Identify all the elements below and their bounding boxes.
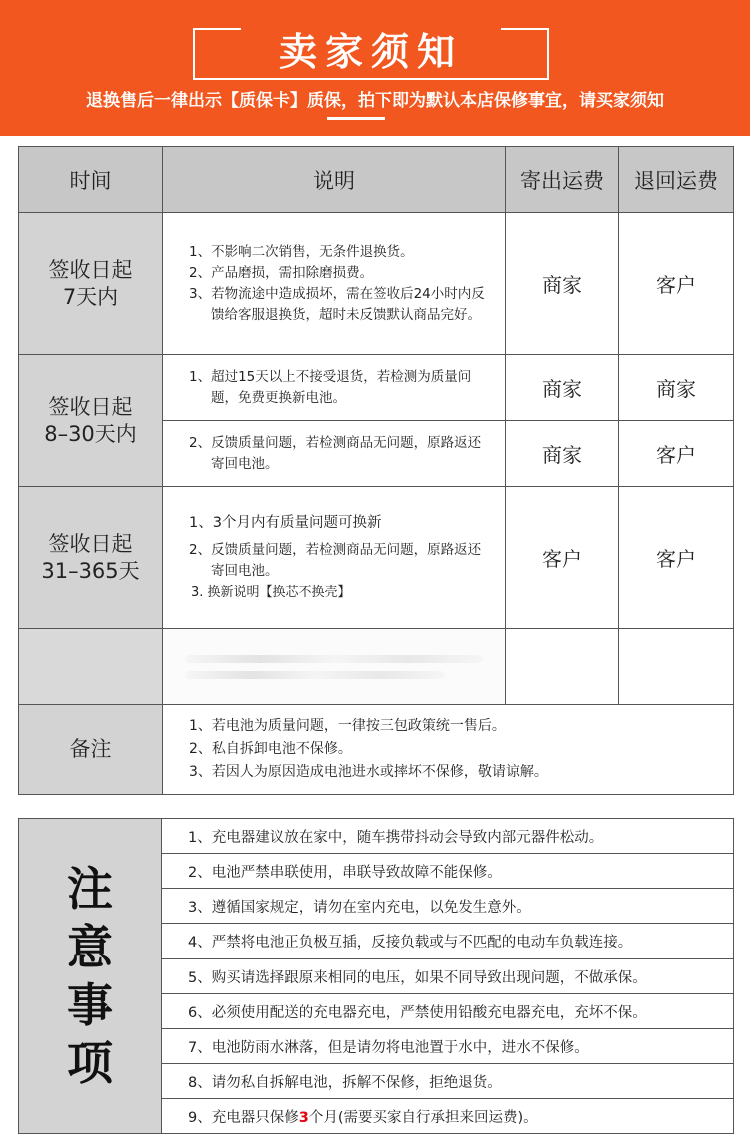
list-item: 3、若因人为原因造成电池进水或摔坏不保修，敬请谅解。 xyxy=(189,764,548,780)
list-item: 2、产品磨损，需扣除磨损费。 xyxy=(189,264,374,281)
header-banner xyxy=(0,0,750,136)
highlight-number: 3 xyxy=(298,1109,309,1126)
period-line: 签收日起 xyxy=(48,394,133,419)
period-cell xyxy=(19,213,163,355)
table-header-row xyxy=(19,147,734,213)
list-item: 1、超过15天以上不接受退货，若检测为质量问题，免费更换新电池。 xyxy=(189,368,472,406)
list-item: 3、若物流途中造成损坏，需在签收后24小时内反馈给客服退换货，超时未反馈默认商品完好。 xyxy=(189,285,485,323)
send-fee-cell: 商家 xyxy=(506,213,619,355)
return-fee-cell: 商家 xyxy=(619,355,734,421)
label-char: 意 xyxy=(67,920,113,974)
caution-text: 9、充电器只保修 xyxy=(188,1109,299,1126)
list-item: 3. 换新说明【换芯不换壳】 xyxy=(191,584,351,600)
label-char: 项 xyxy=(67,1036,113,1090)
header-time: 时间 xyxy=(19,147,163,213)
send-fee-cell: 商家 xyxy=(506,355,619,421)
header-send-fee: 寄出运费 xyxy=(506,147,619,213)
header-return-fee: 退回运费 xyxy=(619,147,734,213)
label-char: 事 xyxy=(67,978,113,1032)
description-cell xyxy=(163,487,506,629)
cautions-table xyxy=(18,818,734,1134)
caution-item: 4、严禁将电池正负极互插，反接负载或与不匹配的电动车负载连接。 xyxy=(162,924,734,959)
subtitle-underline xyxy=(327,117,385,120)
table-row xyxy=(19,819,734,854)
list-item: 1、3个月内有质量问题可换新 xyxy=(189,514,382,531)
list-item: 2、私自拆卸电池不保修。 xyxy=(189,741,352,757)
caution-item: 7、电池防雨水淋落，但是请勿将电池置于水中，进水不保修。 xyxy=(162,1029,734,1064)
period-cell xyxy=(19,487,163,629)
notes-cell xyxy=(163,705,734,795)
list-item: 1、不影响二次销售，无条件退换货。 xyxy=(189,243,414,260)
return-policy-table xyxy=(18,146,734,795)
blurred-text xyxy=(185,655,483,663)
return-fee-cell: 客户 xyxy=(619,487,734,629)
return-fee-cell: 客户 xyxy=(619,421,734,487)
page-title: 卖家须知 xyxy=(278,30,463,74)
blurred-cell xyxy=(163,629,506,705)
description-cell xyxy=(163,213,506,355)
period-line: 签收日起 xyxy=(48,257,133,282)
blurred-cell xyxy=(506,629,619,705)
return-fee-cell: 客户 xyxy=(619,213,734,355)
period-line: 7天内 xyxy=(62,284,119,309)
period-line: 8–30天内 xyxy=(44,421,137,446)
label-char: 注 xyxy=(67,862,113,916)
send-fee-cell: 客户 xyxy=(506,487,619,629)
description-cell xyxy=(163,355,506,421)
caution-item: 3、遵循国家规定，请勿在室内充电，以免发生意外。 xyxy=(162,889,734,924)
header-description: 说明 xyxy=(163,147,506,213)
caution-item: 5、购买请选择跟原来相同的电压，如果不同导致出现问题，不做承保。 xyxy=(162,959,734,994)
caution-text: 个月(需要买家自行承担来回运费)。 xyxy=(308,1109,538,1126)
notes-row xyxy=(19,705,734,795)
header-subtitle: 退换售后一律出示【质保卡】质保，拍下即为默认本店保修事宜，请买家须知 xyxy=(86,91,664,111)
period-line: 签收日起 xyxy=(48,531,133,556)
period-line: 31–365天 xyxy=(41,558,140,583)
list-item: 2、反馈质量问题，若检测商品无问题，原路返还寄回电池。 xyxy=(189,434,482,472)
table-row xyxy=(19,213,734,355)
table-row xyxy=(19,487,734,629)
caution-item: 1、充电器建议放在家中，随车携带抖动会导致内部元器件松动。 xyxy=(162,819,734,854)
blurred-cell xyxy=(619,629,734,705)
cautions-label xyxy=(19,819,162,1134)
caution-item xyxy=(162,1099,734,1134)
table-row-blurred xyxy=(19,629,734,705)
table-row xyxy=(19,355,734,421)
list-item: 1、若电池为质量问题，一律按三包政策统一售后。 xyxy=(189,718,506,734)
notes-label: 备注 xyxy=(19,705,163,795)
send-fee-cell: 商家 xyxy=(506,421,619,487)
caution-item: 8、请勿私自拆解电池，拆解不保修，拒绝退货。 xyxy=(162,1064,734,1099)
caution-item: 2、电池严禁串联使用，串联导致故障不能保修。 xyxy=(162,854,734,889)
period-cell xyxy=(19,355,163,487)
blurred-cell xyxy=(19,629,163,705)
caution-item: 6、必须使用配送的充电器充电，严禁使用铅酸充电器充电，充坏不保。 xyxy=(162,994,734,1029)
description-cell xyxy=(163,421,506,487)
list-item: 2、反馈质量问题，若检测商品无问题，原路返还寄回电池。 xyxy=(189,541,482,579)
blurred-text xyxy=(185,671,445,679)
